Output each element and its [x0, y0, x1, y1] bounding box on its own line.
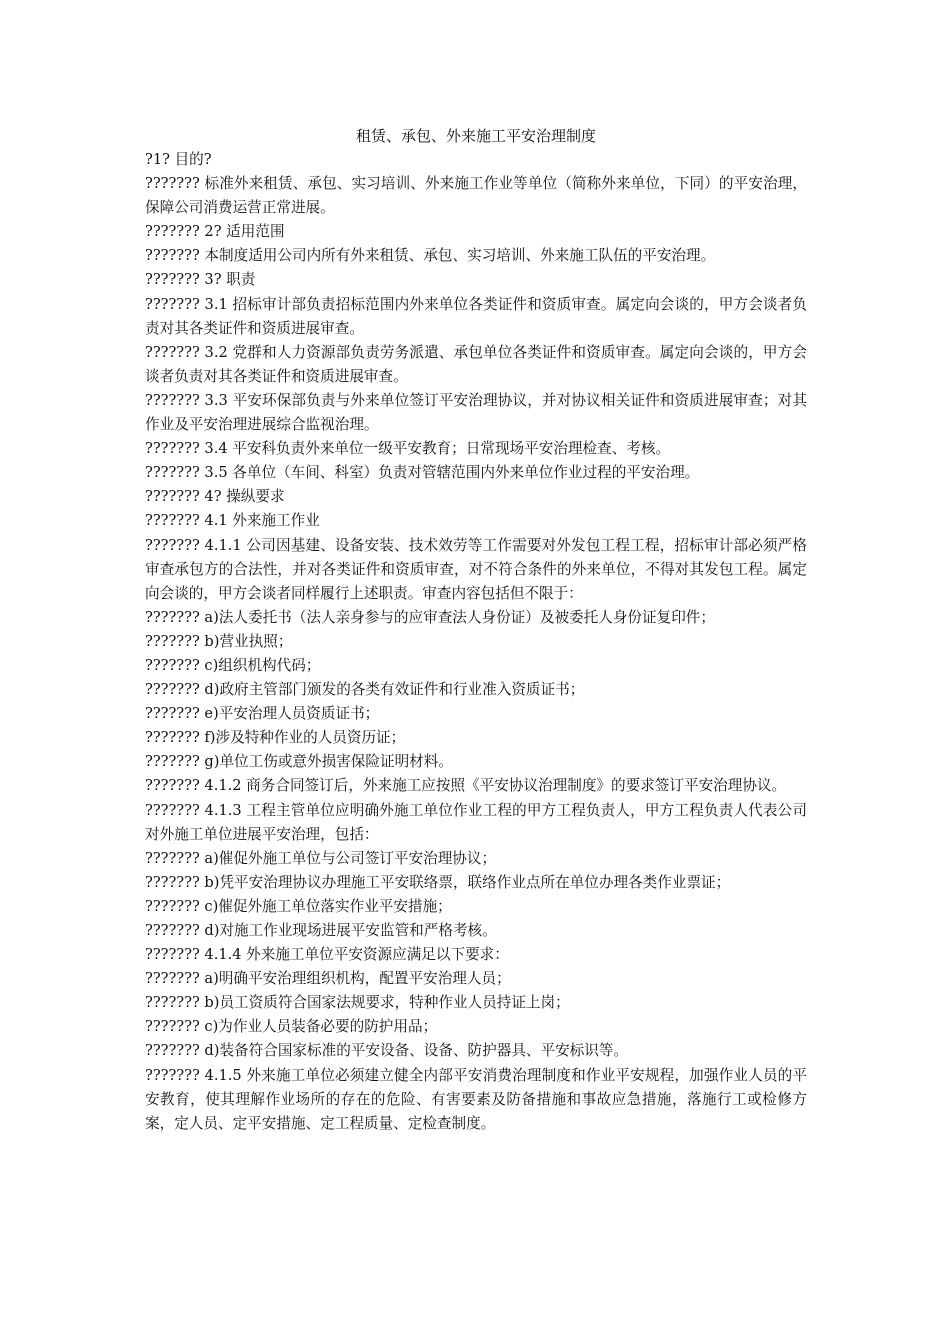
paragraph: ??????? d)装备符合国家标准的平安设备、设备、防护器具、平安标识等。	[145, 1042, 629, 1060]
document-title: 租赁、承包、外来施工平安治理制度	[355, 127, 596, 145]
paragraph: ??????? 4.1.4 外来施工单位平安资源应满足以下要求：	[145, 946, 509, 964]
paragraph: ??????? 2? 适用范围	[145, 223, 285, 241]
paragraph: ??????? a)明确平安治理组织机构，配置平安治理人员；	[145, 970, 511, 988]
paragraph: ??????? d)对施工作业现场进展平安监管和严格考核。	[145, 922, 497, 939]
document-page	[145, 124, 807, 1136]
paragraph: ??????? a)法人委托书（法人亲身参与的应审查法人身份证）及被委托人身份证复印件；	[145, 608, 715, 626]
paragraph: ??????? 4.1.2 商务合同签订后，外来施工应按照《平安协议治理制度》的要求签订平安治理协议。	[145, 777, 787, 795]
document-body	[145, 148, 807, 1136]
paragraph: ??????? g)单位工伤或意外损害保险证明材料。	[145, 753, 453, 771]
paragraph: ??????? e)平安治理人员资质证书；	[145, 705, 380, 723]
paragraph: ??????? a)催促外施工单位与公司签订平安治理协议；	[145, 849, 497, 867]
paragraph: ??????? c)为作业人员装备必要的防护用品；	[145, 1018, 438, 1036]
paragraph: ??????? c)组织机构代码；	[145, 656, 321, 674]
paragraph: ??????? 3.2 党群和人力资源部负责劳务派遣、承包单位各类证件和资质审查。属定向会谈的，甲方会谈者负责对其各类证件和资质进展审查。	[145, 343, 807, 385]
paragraph: ??????? b)营业执照；	[145, 632, 293, 650]
paragraph: ??????? 4? 操纵要求	[145, 488, 285, 506]
paragraph: ??????? 4.1 外来施工作业	[145, 512, 320, 530]
paragraph: ??????? c)催促外施工单位落实作业平安措施；	[145, 897, 452, 915]
paragraph: ??????? 4.1.5 外来施工单位必须建立健全内部平安消费治理制度和作业平安规程，加强作业人员的平安教育，使其理解作业场所的存在的危险、有害要素及防备措施和事故应急措施，落施行工或检修方案，定人员、定平安措施、定工程质量、定检查制度。	[145, 1066, 807, 1132]
paragraph: ??????? f)涉及特种作业的人员资历证；	[145, 729, 406, 747]
paragraph: ??????? 3.4 平安科负责外来单位一级平安教育；日常现场平安治理检查、考核。	[145, 440, 671, 458]
paragraph: ??????? 标准外来租赁、承包、实习培训、外来施工作业等单位（简称外来单位，下同）的平安治理，保障公司消费运营正常进展。	[145, 175, 807, 217]
paragraph: ??????? 3.3 平安环保部负责与外来单位签订平安治理协议，并对协议相关证件和资质进展审查；对其作业及平安治理进展综合监视治理。	[145, 391, 807, 434]
paragraph: ??????? 3.1 招标审计部负责招标范围内外来单位各类证件和资质审查。属定向会谈的，甲方会谈者负责对其各类证件和资质进展审查。	[145, 295, 807, 337]
paragraph: ??????? b)员工资质符合国家法规要求，特种作业人员持证上岗；	[145, 994, 570, 1012]
paragraph: ??????? 3? 职责	[145, 271, 256, 289]
paragraph: ??????? b)凭平安治理协议办理施工平安联络票，联络作业点所在单位办理各类作业票证；	[145, 873, 731, 891]
paragraph: ??????? 4.1.1 公司因基建、设备安装、技术效劳等工作需要对外发包工程工程，招标审计部必须严格审查承包方的合法性，并对各类证件和资质审查，对不符合条件的外来单位，不得对其发包工程。属定向会谈的，甲方会谈者同样履行上述职责。审查内容包括但不限于：	[145, 536, 807, 602]
paragraph: ??????? d)政府主管部门颁发的各类有效证件和行业准入资质证书；	[145, 681, 585, 699]
paragraph: ?1? 目的?	[145, 151, 212, 168]
paragraph: ??????? 3.5 各单位（车间、科室）负责对管辖范围内外来单位作业过程的平安治理。	[145, 464, 700, 482]
paragraph: ??????? 4.1.3 工程主管单位应明确外施工单位作业工程的甲方工程负责人，甲方工程负责人代表公司对外施工单位进展平安治理，包括：	[145, 801, 807, 843]
paragraph: ??????? 本制度适用公司内所有外来租赁、承包、实习培训、外来施工队伍的平安治理。	[145, 247, 716, 265]
